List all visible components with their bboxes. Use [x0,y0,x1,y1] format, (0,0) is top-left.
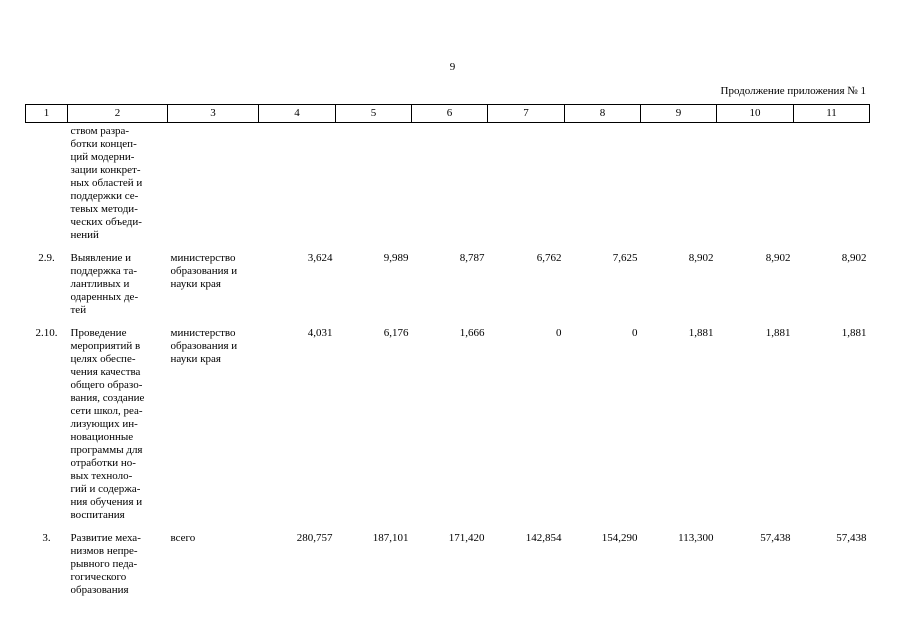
table-row [26,528,870,603]
column-header: 10 [717,105,794,123]
value-cell: 8,902 [765,252,791,264]
column-header: 9 [641,105,717,123]
value-cell: 8,902 [688,252,714,264]
value-cell: 9,989 [383,252,409,264]
value-cell: 1,666 [459,327,485,339]
value-cell: 6,762 [536,252,562,264]
value-cell: 57,438 [836,532,867,544]
value-cell: 142,854 [525,532,562,544]
value-cell: 280,757 [296,532,333,544]
column-header: 6 [412,105,488,123]
appendix-continuation-note: Продолжение приложения № 1 [720,85,866,97]
value-cell: 171,420 [448,532,485,544]
header-row [26,105,870,123]
value-cell: 187,101 [372,532,409,544]
value-cell: 8,902 [841,252,867,264]
value-cell: 6,176 [383,327,409,339]
row-number: 2.10. [35,327,58,339]
table-row [26,248,870,323]
value-cell: 0 [556,327,562,339]
executor: всего [170,532,196,544]
value-cell: 4,031 [307,327,333,339]
column-header: 2 [68,105,168,123]
executor: министерство образования и науки края [170,252,238,290]
value-cell: 1,881 [841,327,867,339]
value-cell: 1,881 [688,327,714,339]
column-header: 7 [488,105,565,123]
appendix-table [25,104,870,603]
row-number: 3. [42,532,51,544]
column-header: 3 [168,105,259,123]
continued-measure-name: ством разра- ботки концеп- ций модерни- зации конкрет- ных областей и поддержки се- тевых методи- ческих объеди- нений [70,125,143,241]
value-cell: 7,625 [612,252,638,264]
measure-name: Выявление и поддержка та- лантливых и одаренных де- тей [70,252,139,316]
page-number: 9 [449,61,456,73]
continuation-row [26,123,870,249]
measure-name: Проведение мероприятий в целях обеспе- чения качества общего образо- вания, создание сети школ, реа- лизующих ин- новационные программы для отработки но- вых техноло- гий и содержа- ния обучения и воспитания [70,327,145,521]
value-cell: 154,290 [601,532,638,544]
column-header: 1 [26,105,68,123]
table-row [26,323,870,528]
executor: министерство образования и науки края [170,327,238,365]
value-cell: 3,624 [307,252,333,264]
column-header: 4 [259,105,336,123]
value-cell: 8,787 [459,252,485,264]
value-cell: 57,438 [760,532,791,544]
column-header: 11 [794,105,870,123]
row-number: 2.9. [38,252,55,264]
column-header: 5 [336,105,412,123]
value-cell: 1,881 [765,327,791,339]
measure-name: Развитие меха- низмов непре- рывного педа- гогического образования [70,532,141,596]
column-header: 8 [565,105,641,123]
value-cell: 0 [632,327,638,339]
value-cell: 113,300 [678,532,714,544]
